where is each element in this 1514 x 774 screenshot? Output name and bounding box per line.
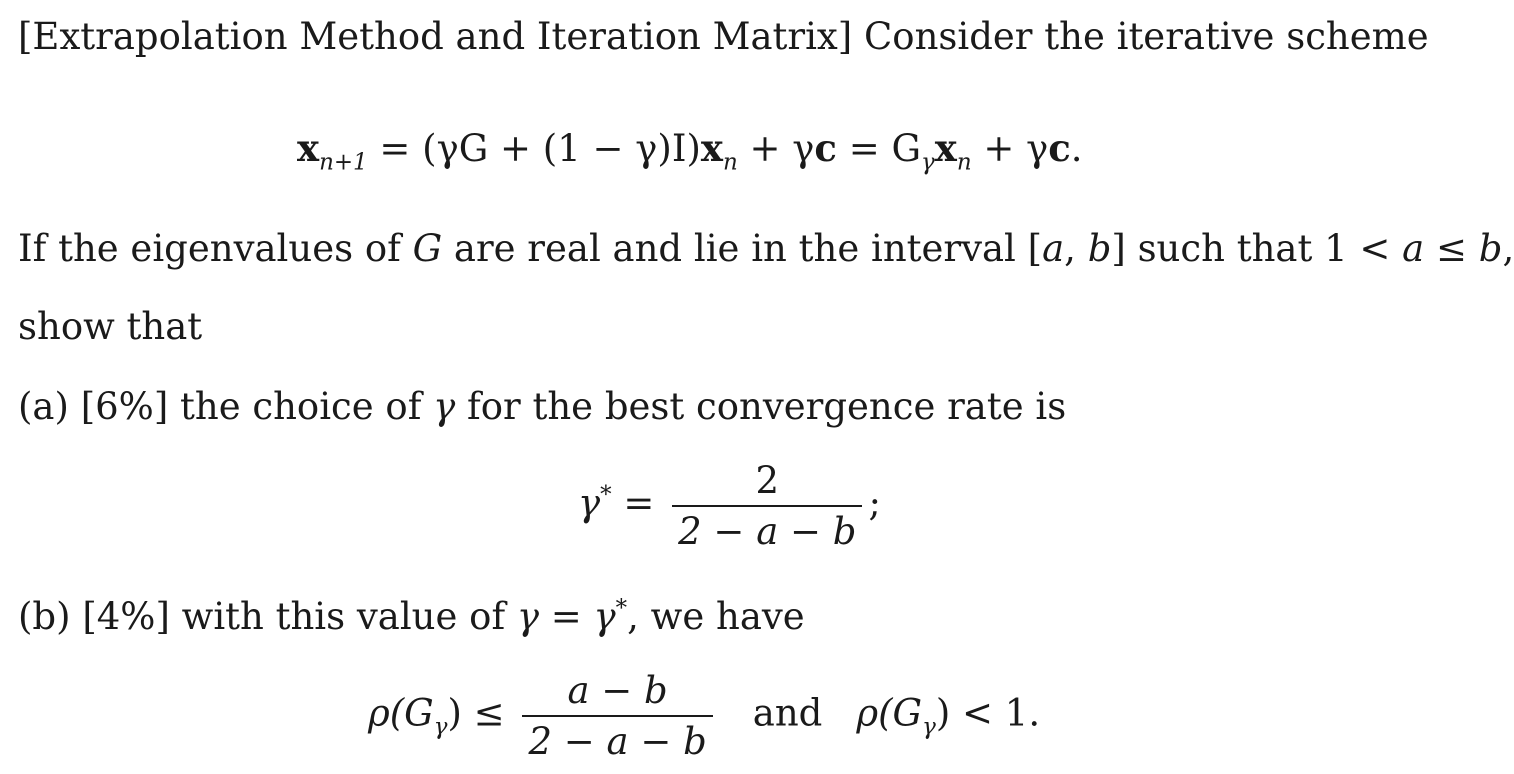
problem-intro: Consider the iterative scheme: [863, 15, 1429, 58]
iteration-scheme-equation: $x_{n+1} = (\gamma G + (1 - \gamma)I)x_n + \gamma c = G_\gamma x_n + \gamma c$.: [297, 126, 1083, 176]
optimal-gamma-fraction: $\frac{2}{2 - a - b}$: [672, 462, 862, 550]
show-that-line: show that: [18, 305, 203, 348]
part-a-line: (a) [6%] the choice of γ for the best convergence rate is: [18, 385, 1067, 428]
problem-heading: [Extrapolation Method and Iteration Matrix]: [18, 15, 853, 58]
part-b-line: (b) [4%] with this value of γ = γ*, we have: [18, 595, 805, 638]
spectral-radius-fraction: $\frac{a - b}{2 - a - b}$: [522, 672, 712, 760]
optimal-gamma-formula: γ* = $\frac{2}{2 - a - b}$ ;: [578, 459, 881, 553]
spectral-radius-formula: $\rho(G_\gamma)$ ≤ $\frac{a - b}{2 - a - b}$ and $\rho(G_\gamma) < 1$.: [368, 669, 1041, 763]
eigenvalue-condition-line: If the eigenvalues of G are real and lie in the interval [a, b] such that 1 < a ≤ b,: [18, 227, 1514, 270]
problem-heading-line: [18, 15, 1429, 58]
x-vector: x: [297, 126, 320, 170]
